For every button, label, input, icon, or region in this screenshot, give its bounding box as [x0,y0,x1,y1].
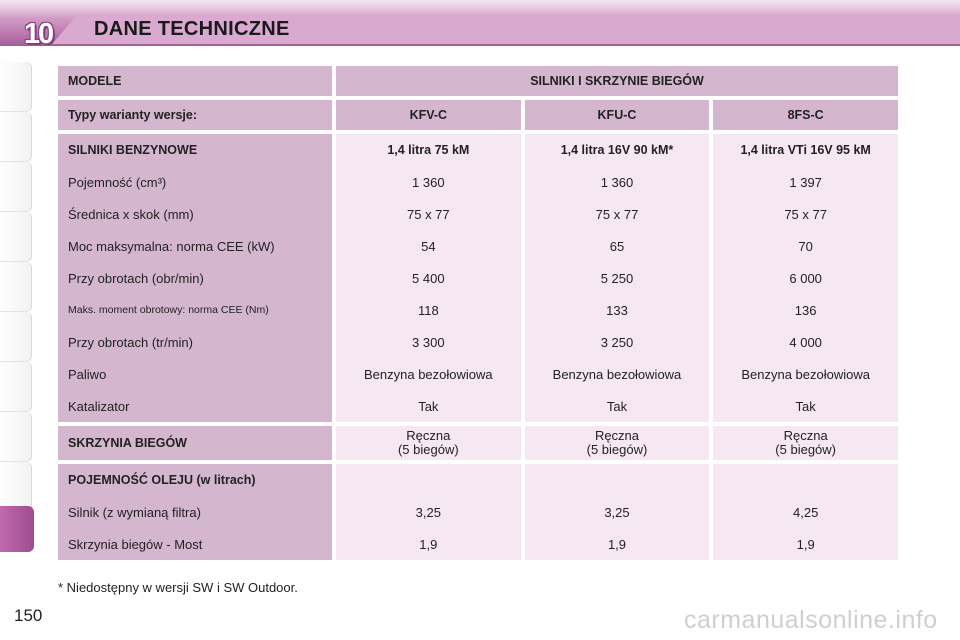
page-number: 150 [14,606,43,625]
cell-value: Tak [606,398,628,414]
cell-value: 75 x 77 [407,206,450,222]
section-title: POJEMNOŚĆ OLEJU (w litrach) [68,473,256,487]
models-header: MODELE [58,66,332,96]
engine-title: 1,4 litra VTi 16V 95 kM [740,143,871,157]
cell-value: 1 360 [600,174,634,190]
cell-value: Benzyna bezołowiowa [364,366,493,382]
side-tab[interactable] [0,312,32,362]
row-label: Maks. moment obrotowy: norma CEE (Nm) [68,304,269,316]
chapter-side-tabs [0,62,34,580]
cell-value: 65 [609,238,625,254]
cell-value: 4 000 [789,334,822,350]
row-label: Paliwo [68,366,107,382]
gearbox-type: Ręczna [406,428,451,443]
cell-value: Benzyna bezołowiowa [741,366,870,382]
side-tab[interactable] [0,112,32,162]
cell-value: 1 397 [789,174,822,190]
cell-value: 3,25 [604,504,630,520]
row-label: Średnica x skok (mm) [68,206,194,222]
gearbox-gears: (5 biegów) [586,442,648,457]
cell-value: 133 [606,302,628,318]
side-tab[interactable] [0,462,32,512]
side-tab[interactable] [0,162,32,212]
cell-value: 6 000 [789,270,822,286]
cell-value: 1,9 [607,536,627,552]
cell-value: 136 [794,302,817,318]
row-label: Skrzynia biegów - Most [68,536,203,552]
row-label: Przy obrotach (tr/min) [68,334,193,350]
cell-value: Tak [795,398,816,414]
cell-value: 5 250 [600,270,634,286]
gearbox-cell [713,426,898,460]
side-tab[interactable] [0,262,32,312]
cell-value: 3 300 [412,334,445,350]
table-header-models [58,66,898,96]
row-label: Silnik (z wymianą filtra) [68,504,201,520]
page-title: DANE TECHNICZNE [94,18,290,40]
gearbox-label-cell [58,426,332,460]
cell-value: 70 [798,238,813,254]
side-tab-active[interactable] [0,506,34,552]
oil-block [58,464,898,560]
oil-column [713,464,898,560]
row-label: Przy obrotach (obr/min) [68,270,204,286]
side-tab[interactable] [0,412,32,462]
engine-title: 1,4 litra 75 kM [387,143,470,157]
cell-value: 1,9 [796,536,815,552]
cell-value: 5 400 [412,270,445,286]
gearbox-gears: (5 biegów) [397,442,459,457]
side-tab[interactable] [0,62,32,112]
cell-value: 54 [421,238,436,254]
types-header: Typy warianty wersje: [58,100,332,130]
oil-labels [58,464,332,560]
gearbox-cell [336,426,521,460]
engine-column [336,134,521,422]
cell-value: 1,9 [419,536,438,552]
row-label: Moc maksymalna: norma CEE (kW) [68,238,275,254]
gearbox-type: Ręczna [783,428,828,443]
engine-title: 1,4 litra 16V 90 kM* [560,143,674,157]
table-header-types [58,100,898,130]
oil-column [525,464,710,560]
chapter-number-badge[interactable]: 10 [23,17,53,50]
cell-value: 3,25 [415,504,441,520]
row-label: Pojemność (cm³) [68,174,167,190]
type-code: KFV-C [336,100,521,130]
type-code: KFU-C [525,100,710,130]
gearbox-gears: (5 biegów) [775,442,836,457]
cell-value: 1 360 [412,174,445,190]
engines-block [58,134,898,422]
footnote: * Niedostępny w wersji SW i SW Outdoor. [58,580,298,595]
gearbox-type: Ręczna [594,428,640,443]
row-label: Katalizator [68,398,130,414]
side-tab[interactable] [0,362,32,412]
cell-value: 118 [417,302,439,318]
engines-gearboxes-header: SILNIKI I SKRZYNIE BIEGÓW [336,66,898,96]
type-code: 8FS-C [713,100,898,130]
watermark: carmanualsonline.info [684,606,938,634]
gearbox-cell [525,426,710,460]
oil-column [336,464,521,560]
section-title: SILNIKI BENZYNOWE [68,143,198,157]
cell-value: 4,25 [793,504,819,520]
engine-column [525,134,710,422]
cell-value: 75 x 77 [595,206,639,222]
specs-table [54,62,902,564]
cell-value: 75 x 77 [784,206,827,222]
cell-value: Benzyna bezołowiowa [552,366,682,382]
engine-column [713,134,898,422]
cell-value: 3 250 [600,334,634,350]
cell-value: Tak [418,398,439,414]
section-title: SKRZYNIA BIEGÓW [68,436,187,450]
engines-labels [58,134,332,422]
gearbox-row [58,426,898,460]
side-tab[interactable] [0,212,32,262]
